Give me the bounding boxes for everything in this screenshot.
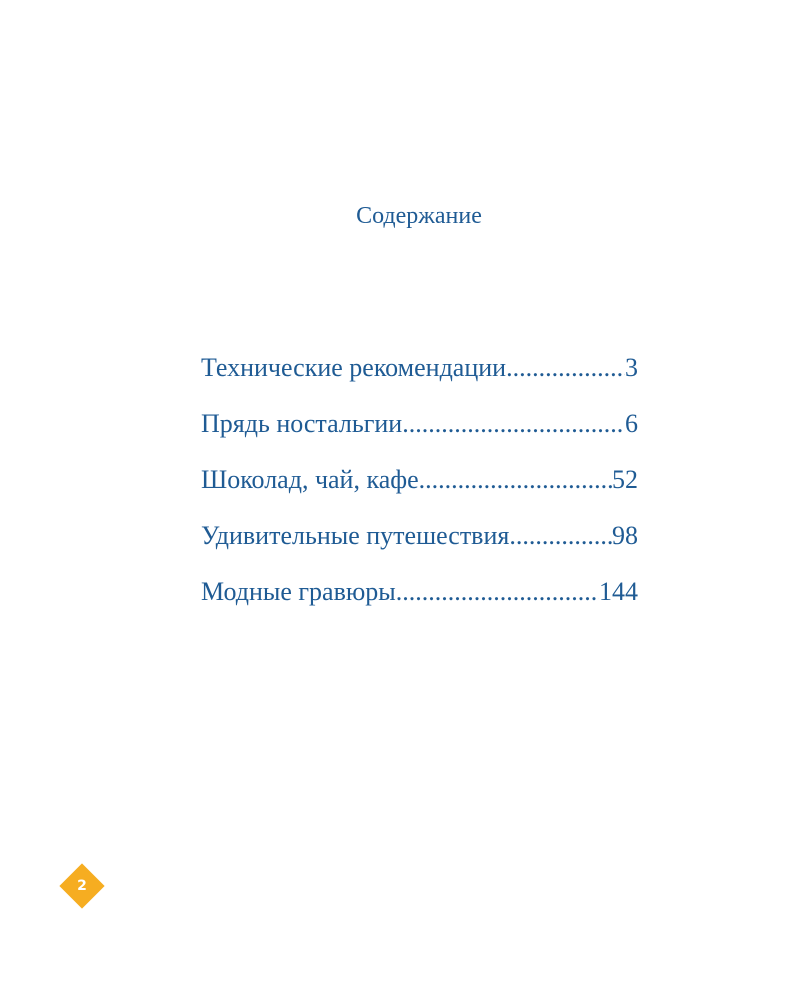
toc-dot-leader	[419, 460, 612, 500]
page-title: Содержание	[356, 203, 482, 229]
toc-entry	[201, 516, 638, 572]
toc-entry	[201, 572, 638, 628]
toc-entry-title: Удивительные путешествия	[201, 521, 510, 550]
page-number: 2	[77, 878, 87, 894]
toc-entry-page: 52	[612, 465, 638, 494]
toc-entry-title: Технические рекомендации	[201, 353, 507, 382]
toc-dot-leader	[506, 348, 625, 388]
toc-entry	[201, 460, 638, 516]
toc-entry	[201, 404, 638, 460]
toc-entry-page: 98	[612, 521, 638, 550]
toc-dot-leader	[509, 516, 612, 556]
toc-entry-page: 144	[599, 577, 638, 606]
toc-dot-leader	[402, 404, 625, 444]
toc-dot-leader	[396, 572, 599, 612]
toc-entry-page: 3	[625, 353, 638, 382]
toc-entry-title: Шоколад, чай, кафе	[201, 465, 419, 494]
toc-entry-title: Прядь ностальгии	[201, 409, 403, 438]
toc-entry-title: Модные гравюры	[201, 577, 396, 606]
table-of-contents	[201, 348, 638, 628]
toc-entry-page: 6	[625, 409, 638, 438]
toc-entry	[201, 348, 638, 404]
